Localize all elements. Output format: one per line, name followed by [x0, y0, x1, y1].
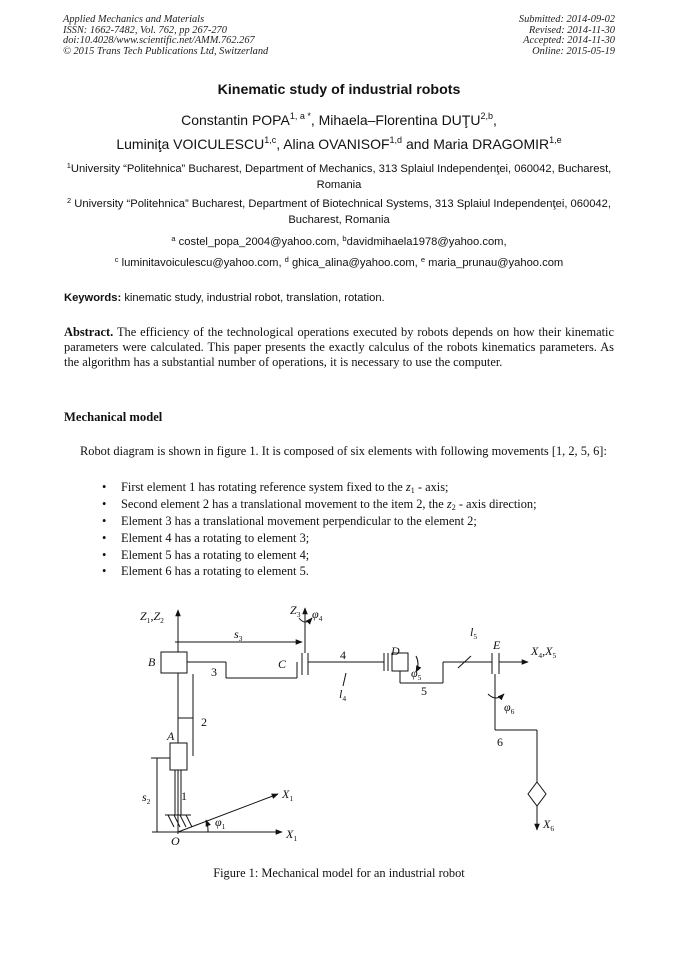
- movement-list: [100, 479, 537, 580]
- date-accepted: Accepted: 2014-11-30: [523, 35, 615, 47]
- bullet-icon: •: [102, 564, 107, 579]
- element-2-label: 2: [201, 715, 207, 729]
- element-4-label: 4: [340, 648, 346, 662]
- journal-copyright: © 2015 Trans Tech Publications Ltd, Switzerland: [63, 45, 269, 57]
- point-e-label: E: [493, 638, 501, 652]
- email-link[interactable]: davidmihaela1978@yahoo.com,: [346, 236, 507, 248]
- journal-info: [63, 15, 268, 57]
- affiliation-1: [63, 162, 615, 193]
- author-name: Mihaela–Florentina DUŢU: [318, 112, 481, 128]
- bullet-icon: •: [102, 480, 107, 494]
- author-name: Alina OVANISOF: [283, 136, 390, 152]
- date-revised: Revised: 2014-11-30: [528, 24, 615, 36]
- author-line-1: Constantin $POPA^{1, a *}$, Mihaela–Florentina DUŢU$^{2,b}$,: [181, 111, 497, 128]
- email-sup: c: [114, 255, 119, 264]
- email-link[interactable]: luminitavoiculescu@yahoo.com,: [121, 257, 282, 269]
- keywords-text: kinematic study, industrial robot, translation, rotation.: [124, 292, 385, 304]
- phi6-arc: [488, 694, 504, 698]
- author-sup: 1,d: [389, 135, 403, 145]
- author-sup: 2,b: [480, 111, 493, 121]
- point-a-label: A: [167, 729, 175, 743]
- author-name: Constantin POPA: [181, 112, 290, 128]
- journal-issn: ISSN: 1662-7482, Vol. 762, pp 267-270: [63, 24, 227, 36]
- email-sup: d: [284, 255, 289, 264]
- email-sup: a: [171, 234, 176, 243]
- x1-fixed-label: $X_1$: [286, 827, 298, 843]
- s2-label: $s_2$: [142, 790, 151, 806]
- list-item: • Element 3 has a translational movement perpendicular to the element 2;: [102, 513, 477, 528]
- author-sup: 1, a *: [289, 111, 311, 121]
- figure-caption: Figure 1: Mechanical model for an industrial robot: [213, 866, 465, 880]
- bullet-icon: •: [102, 530, 107, 545]
- author-name: Maria DRAGOMIR: [433, 136, 550, 152]
- ground-hatch: [168, 815, 192, 827]
- x1-rotated-axis: [178, 794, 278, 832]
- element-6-label: 6: [497, 735, 503, 749]
- phi1-label: $\varphi_1$: [215, 815, 226, 831]
- list-item: • Second element 2 has a translational movement to the item 2, the z2 - axis direction;: [102, 496, 537, 512]
- journal-doi: doi:10.4028/www.scientific.net/AMM.762.267: [63, 35, 255, 47]
- abstract: [64, 325, 614, 371]
- point-d-label: D: [391, 644, 400, 658]
- x1-rotated-label: $X_1$: [282, 787, 294, 803]
- paper-title: Kinematic study of industrial robots: [217, 82, 461, 98]
- email-line-1: [0, 236, 678, 248]
- element-5-label: 5: [421, 684, 427, 698]
- keywords-label: Keywords:: [64, 292, 122, 304]
- element-1-label: 1: [181, 789, 187, 803]
- phi4-label: $\varphi_4$: [312, 607, 323, 623]
- z3-label: $Z_3$: [290, 603, 301, 619]
- mechanical-model-diagram: [130, 598, 580, 860]
- phi5-label: $\varphi_5$: [411, 666, 422, 682]
- author-line-2: Luminiţa VOICULESCU$^{1,c}$, Alina OVANISOF$^{1,d}$ and Maria DRAGOMIR$^{1,e}$: [116, 135, 562, 152]
- s3-label: $s_3$: [234, 627, 243, 643]
- block-b: [161, 652, 187, 673]
- section-heading: Mechanical model: [64, 410, 163, 424]
- email-link[interactable]: costel_popa_2004@yahoo.com,: [178, 236, 340, 248]
- phi1-arc: [206, 820, 208, 832]
- affiliation-text: University “Politehnica” Bucharest, Department of Biotechnical Systems, 313 Splaiul Independenţei, 060042, Bucharest, Romania: [74, 198, 611, 226]
- email-sup: b: [342, 234, 347, 243]
- gripper-diamond: [528, 782, 546, 806]
- bullet-icon: •: [102, 513, 107, 528]
- point-b-label: B: [148, 655, 156, 669]
- keywords: [64, 292, 385, 304]
- list-item: • Element 5 has a rotating to element 4;: [102, 547, 310, 562]
- z1-z2-label: $Z_1,Z_2$: [140, 609, 164, 625]
- email-link[interactable]: maria_prunau@yahoo.com: [428, 257, 564, 269]
- list-item: • Element 4 has a rotating to element 3;: [102, 530, 310, 545]
- date-online: Online: 2015-05-19: [532, 45, 615, 57]
- bullet-icon: •: [102, 496, 107, 511]
- affiliation-sup: 2: [67, 196, 72, 205]
- x4-x5-label: $X_4,X_5$: [531, 644, 557, 660]
- x6-label: $X_6$: [543, 817, 555, 833]
- author-sup: 1,e: [549, 135, 562, 145]
- abstract-text: The efficiency of the technological operations executed by robots depends on how their kinematic parameters were calculated. This paper presents the exactly calculus of the robots kinematics parameters. As the algorithm has a substantial number of operations, it is necessary to use the computer.: [64, 325, 614, 370]
- email-link[interactable]: ghica_alina@yahoo.com,: [291, 257, 418, 269]
- phi6-label: $\varphi_6$: [504, 700, 515, 716]
- author-name: Luminiţa VOICULESCU: [116, 136, 265, 152]
- email-line-2: [0, 257, 678, 269]
- journal-name: Applied Mechanics and Materials: [63, 14, 205, 25]
- list-item: • Element 6 has a rotating to element 5.: [102, 564, 309, 579]
- l5-label: $l_5$: [470, 625, 478, 641]
- affiliation-2: [63, 197, 615, 228]
- l4-label: $l_4$: [339, 687, 347, 703]
- intro-paragraph: Robot diagram is shown in figure 1. It is composed of six elements with following movements [1, 2, 5, 6]:: [80, 444, 607, 458]
- email-sup: e: [420, 255, 426, 264]
- submission-dates: [519, 15, 615, 57]
- bullet-icon: •: [102, 547, 107, 562]
- point-c-label: C: [278, 657, 287, 671]
- author-sup: 1,c: [264, 135, 277, 145]
- origin-o-label: O: [171, 834, 180, 848]
- slider-a: [170, 743, 187, 770]
- affiliation-text: University “Politehnica” Bucharest, Department of Mechanics, 313 Splaiul Independenţei, 060042, Bucharest, Romania: [70, 163, 612, 191]
- affiliation-sup: 1: [66, 161, 71, 170]
- abstract-label: Abstract.: [64, 325, 114, 339]
- date-submitted: Submitted: 2014-09-02: [518, 14, 615, 25]
- author-and: and: [405, 136, 430, 152]
- list-item: • First element 1 has rotating reference system fixed to the z1 - axis;: [102, 480, 449, 495]
- element-3-label: 3: [211, 665, 217, 679]
